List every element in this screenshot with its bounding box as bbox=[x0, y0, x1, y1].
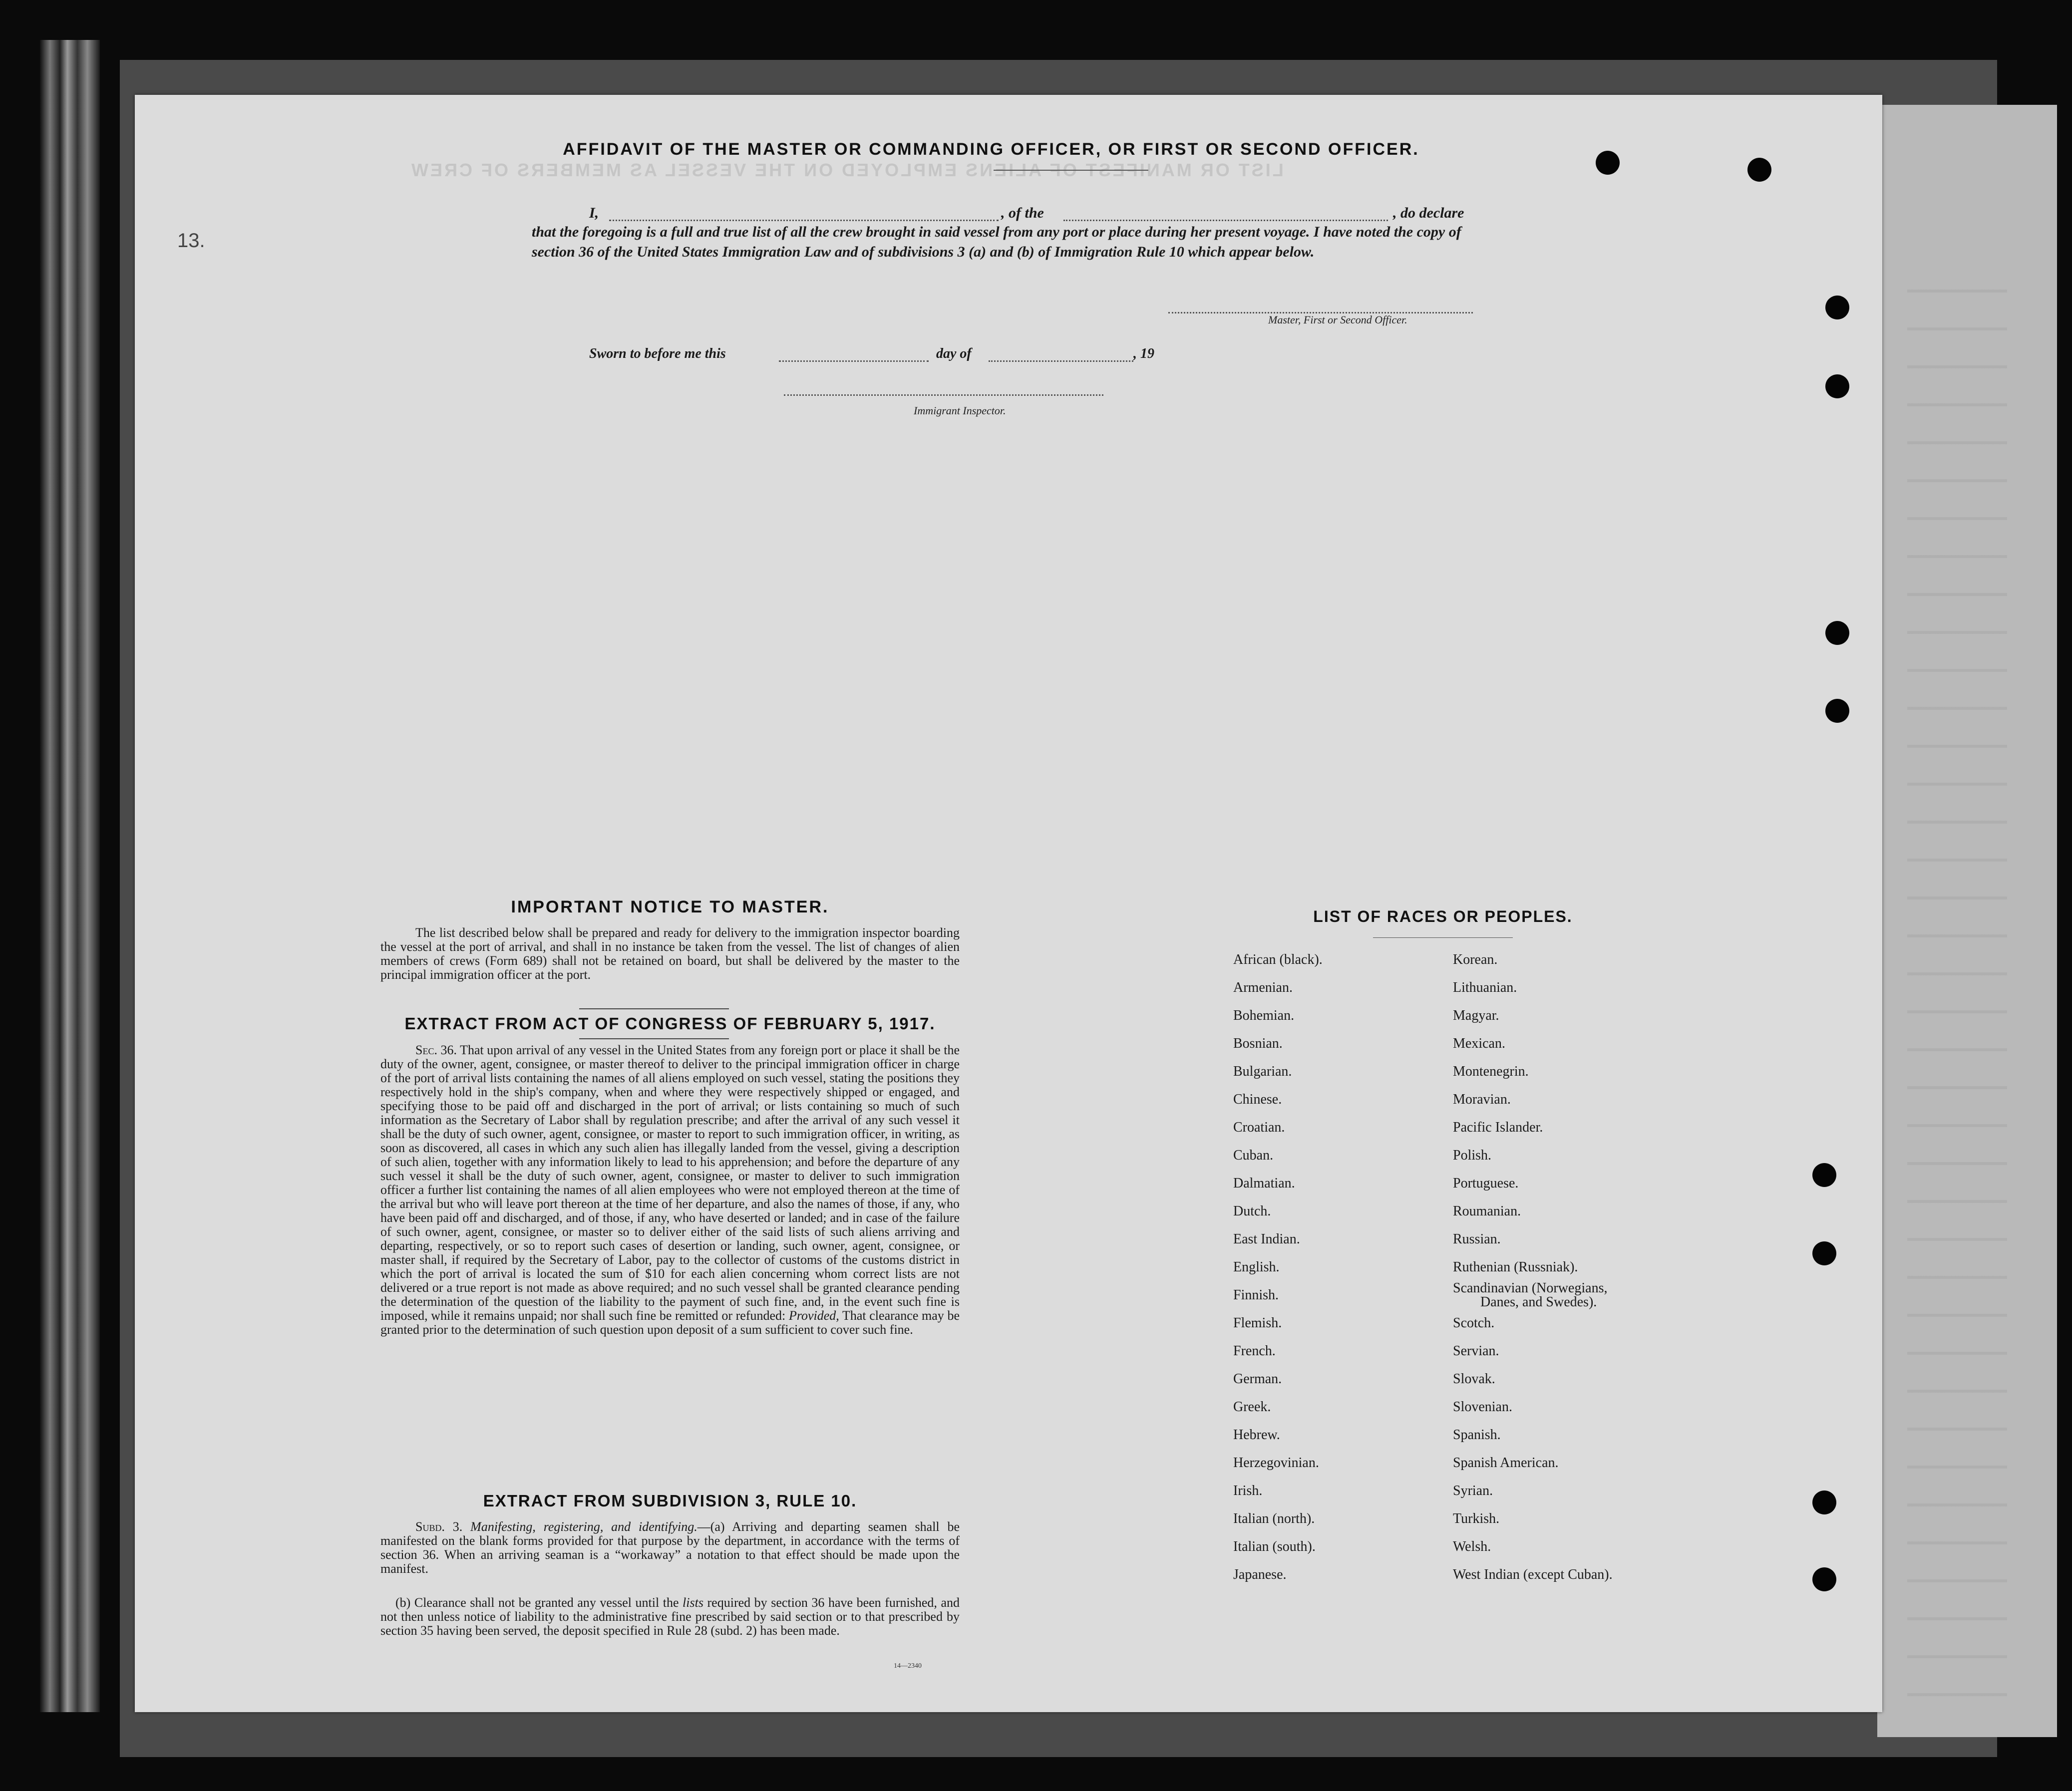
race-item-continuation: Danes, and Swedes). bbox=[1480, 1294, 1597, 1310]
race-item: Ruthenian (Russniak). bbox=[1453, 1259, 1578, 1275]
subdivision-text bbox=[380, 1520, 960, 1576]
sworn-day-of: day of bbox=[936, 346, 972, 361]
race-item: Russian. bbox=[1453, 1231, 1501, 1247]
sworn-year: , 19 bbox=[1133, 346, 1154, 361]
section-36-text bbox=[380, 1043, 960, 1337]
notice-title: IMPORTANT NOTICE TO MASTER. bbox=[511, 897, 829, 916]
subd-b-start: (b) Clearance shall not be granted any vessel until the bbox=[395, 1595, 679, 1610]
race-item: English. bbox=[1233, 1259, 1280, 1275]
race-item: East Indian. bbox=[1233, 1231, 1300, 1247]
punch-hole bbox=[1825, 296, 1849, 319]
sworn-month-blank[interactable] bbox=[989, 360, 1133, 362]
punch-hole bbox=[1812, 1163, 1836, 1187]
punch-hole bbox=[1825, 621, 1849, 645]
race-item: Herzegovinian. bbox=[1233, 1455, 1319, 1471]
race-item: Portuguese. bbox=[1453, 1176, 1519, 1191]
race-item: Bosnian. bbox=[1233, 1036, 1283, 1051]
race-item: Welsh. bbox=[1453, 1539, 1491, 1554]
race-item: Korean. bbox=[1453, 952, 1498, 967]
inspector-signature-line[interactable] bbox=[784, 394, 1103, 396]
signature-label: Master, First or Second Officer. bbox=[1268, 313, 1407, 326]
binder-left-edge bbox=[40, 40, 100, 1712]
race-item: Hebrew. bbox=[1233, 1427, 1280, 1443]
race-item: Scotch. bbox=[1453, 1315, 1495, 1331]
race-item: Italian (north). bbox=[1233, 1511, 1315, 1526]
races-rule bbox=[1373, 937, 1513, 938]
margin-mark: 13. bbox=[177, 230, 205, 252]
underlying-page bbox=[1877, 105, 2057, 1737]
subd-a-text: —(a) Arriving and departing seamen shall be manifested on the blank forms provided for that purpose by the department, in accordance with the terms of section 36. When an arriving seaman is a “workaway” a notation to that effect should be made upon the manifest. bbox=[380, 1519, 960, 1576]
affidavit-body: that the foregoing is a full and true list of all the crew brought in said vessel from any port or place during her present voyage. I have noted the copy of section 36 of the United States Immigration Law and of subdivisions 3 (a) and (b) of Immigration Rule 10 which appear below. bbox=[532, 224, 1461, 260]
race-item: Greek. bbox=[1233, 1399, 1271, 1415]
race-item: Moravian. bbox=[1453, 1092, 1511, 1107]
race-item: Polish. bbox=[1453, 1148, 1492, 1163]
race-item: Armenian. bbox=[1233, 980, 1293, 995]
subd-b-end: required by section 36 have been furnished, and not then unless notice of liability to the administrative fine prescribed by said section or to that prescribed by section 35 having been served, the deposit specified in Rule 28 (subd. 2) has been made. bbox=[380, 1595, 960, 1638]
extract-act-rule bbox=[579, 1038, 729, 1039]
race-item: Slovenian. bbox=[1453, 1399, 1512, 1415]
subdivision-b-text bbox=[380, 1596, 960, 1638]
punch-hole bbox=[1825, 699, 1849, 723]
provided-word: Provided, bbox=[788, 1308, 839, 1323]
subd-label: Subd. 3. bbox=[415, 1519, 463, 1534]
race-item: Mexican. bbox=[1453, 1036, 1505, 1051]
affidavit-title: AFFIDAVIT OF THE MASTER OR COMMANDING OFFICER, OR FIRST OR SECOND OFFICER. bbox=[563, 140, 1419, 159]
subd-heading: Manifesting, registering, and identifying. bbox=[470, 1519, 697, 1534]
race-item: Cuban. bbox=[1233, 1148, 1274, 1163]
race-item: Chinese. bbox=[1233, 1092, 1282, 1107]
notice-text: The list described below shall be prepared and ready for delivery to the immigration inspector boarding the vessel at the port of arrival, and shall in no instance be taken from the vessel. The list of changes of alien members of crews (Form 689) shall not be retained on board, but shall be delivered by the master to the principal immigration officer at the port. bbox=[380, 925, 960, 982]
race-item: West Indian (except Cuban). bbox=[1453, 1567, 1613, 1582]
notice-rule bbox=[579, 1008, 729, 1009]
section-label: Sec. 36. bbox=[415, 1043, 457, 1057]
race-item: Croatian. bbox=[1233, 1120, 1285, 1135]
extract-rule-title: EXTRACT FROM SUBDIVISION 3, RULE 10. bbox=[483, 1492, 857, 1510]
name-blank[interactable] bbox=[609, 220, 999, 221]
race-item: Irish. bbox=[1233, 1483, 1263, 1498]
race-item: Slovak. bbox=[1453, 1371, 1495, 1387]
race-item: Japanese. bbox=[1233, 1567, 1287, 1582]
race-item: Finnish. bbox=[1233, 1287, 1279, 1303]
race-item: Scandinavian (Norwegians, bbox=[1453, 1280, 1608, 1296]
races-title: LIST OF RACES OR PEOPLES. bbox=[1313, 907, 1573, 925]
race-item: Spanish American. bbox=[1453, 1455, 1559, 1471]
race-item: African (black). bbox=[1233, 952, 1323, 967]
punch-hole bbox=[1812, 1241, 1836, 1265]
punch-hole bbox=[1812, 1491, 1836, 1514]
race-item: Dalmatian. bbox=[1233, 1176, 1295, 1191]
form-number: 14—2340 bbox=[894, 1662, 922, 1670]
sworn-prefix: Sworn to before me this bbox=[589, 346, 726, 361]
race-item: Spanish. bbox=[1453, 1427, 1501, 1443]
punch-hole bbox=[1825, 374, 1849, 398]
affidavit-i: I, bbox=[589, 205, 599, 221]
race-item: Bulgarian. bbox=[1233, 1064, 1292, 1079]
race-item: Italian (south). bbox=[1233, 1539, 1316, 1554]
punch-hole bbox=[1747, 158, 1771, 182]
extract-act-title: EXTRACT FROM ACT OF CONGRESS OF FEBRUARY 5, 1917. bbox=[404, 1014, 936, 1033]
race-item: Syrian. bbox=[1453, 1483, 1493, 1498]
affidavit-declare: , do declare bbox=[1393, 205, 1464, 221]
title-underline bbox=[994, 170, 1148, 171]
punch-hole bbox=[1812, 1567, 1836, 1591]
race-item: Pacific Islander. bbox=[1453, 1120, 1543, 1135]
race-item: Montenegrin. bbox=[1453, 1064, 1529, 1079]
race-item: Lithuanian. bbox=[1453, 980, 1517, 995]
race-item: Roumanian. bbox=[1453, 1203, 1521, 1219]
race-item: Servian. bbox=[1453, 1343, 1499, 1359]
inspector-label: Immigrant Inspector. bbox=[914, 404, 1006, 417]
race-item: Flemish. bbox=[1233, 1315, 1282, 1331]
subd-b-lists: lists bbox=[683, 1595, 703, 1610]
affidavit-of-the: , of the bbox=[1001, 205, 1044, 221]
race-item: German. bbox=[1233, 1371, 1282, 1387]
race-item: Bohemian. bbox=[1233, 1008, 1295, 1023]
race-item: Turkish. bbox=[1453, 1511, 1500, 1526]
race-item: Dutch. bbox=[1233, 1203, 1271, 1219]
race-item: French. bbox=[1233, 1343, 1276, 1359]
sworn-day-blank[interactable] bbox=[779, 360, 929, 362]
section-body: That upon arrival of any vessel in the United States from any foreign port or place it shall be the duty of the owner, agent, consignee, or master thereof to deliver to the principal immigration officer in charge of the port of arrival lists containing the names of all aliens employed on such vessel, stating the positions they respectively hold in the ship's company, when and where they were respectively shipped or engaged, and specifying those to be paid off and discharged in the port of arrival; or lists containing so much of such information as the Secretary of Labor shall by regulation prescribe; and after the arrival of any such vessel it shall be the duty of such owner, agent, consignee, or master to report to such immigration officer, in writing, as soon as discovered, all cases in which any such alien has illegally landed from the vessel, giving a description of such alien, together with any information likely to lead to his apprehension; and before the departure of any such vessel it shall be the duty of such owner, agent, consignee, or master to deliver to such immigration officer a further list containing the names of all alien employees who were not employed thereon at the time of the arrival but who will leave port thereon at the time of her departure, and also the names of those, if any, who have been paid off and discharged, and of those, if any, who have deserted or landed; and in case of the failure of such owner, agent, consignee, or master so to deliver either of the said lists of such aliens arriving and departing, respectively, or so to report such cases of desertion or landing, such owner, agent, consignee, or master shall, if required by the Secretary of Labor, pay to the collector of customs of the customs district in which the port of arrival is located the sum of $10 for each alien concerning whom correct lists are not delivered or a true report is not made as above required; and no such vessel shall be granted clearance pending the determination of the question of the liability to the payment of such fine, and, in the event such fine is imposed, while it remains unpaid; nor shall such fine be remitted or refunded: bbox=[380, 1043, 960, 1323]
race-item: Magyar. bbox=[1453, 1008, 1499, 1023]
section-body-end: That clearance may be granted prior to the determination of such question upon deposit of a sum sufficient to cover such fine. bbox=[380, 1308, 960, 1337]
bleed-through-header: LIST OR MANIFEST OF ALIENS EMPLOYED ON THE VESSEL AS MEMBERS OF CREW bbox=[409, 160, 1284, 180]
vessel-blank[interactable] bbox=[1063, 220, 1388, 221]
